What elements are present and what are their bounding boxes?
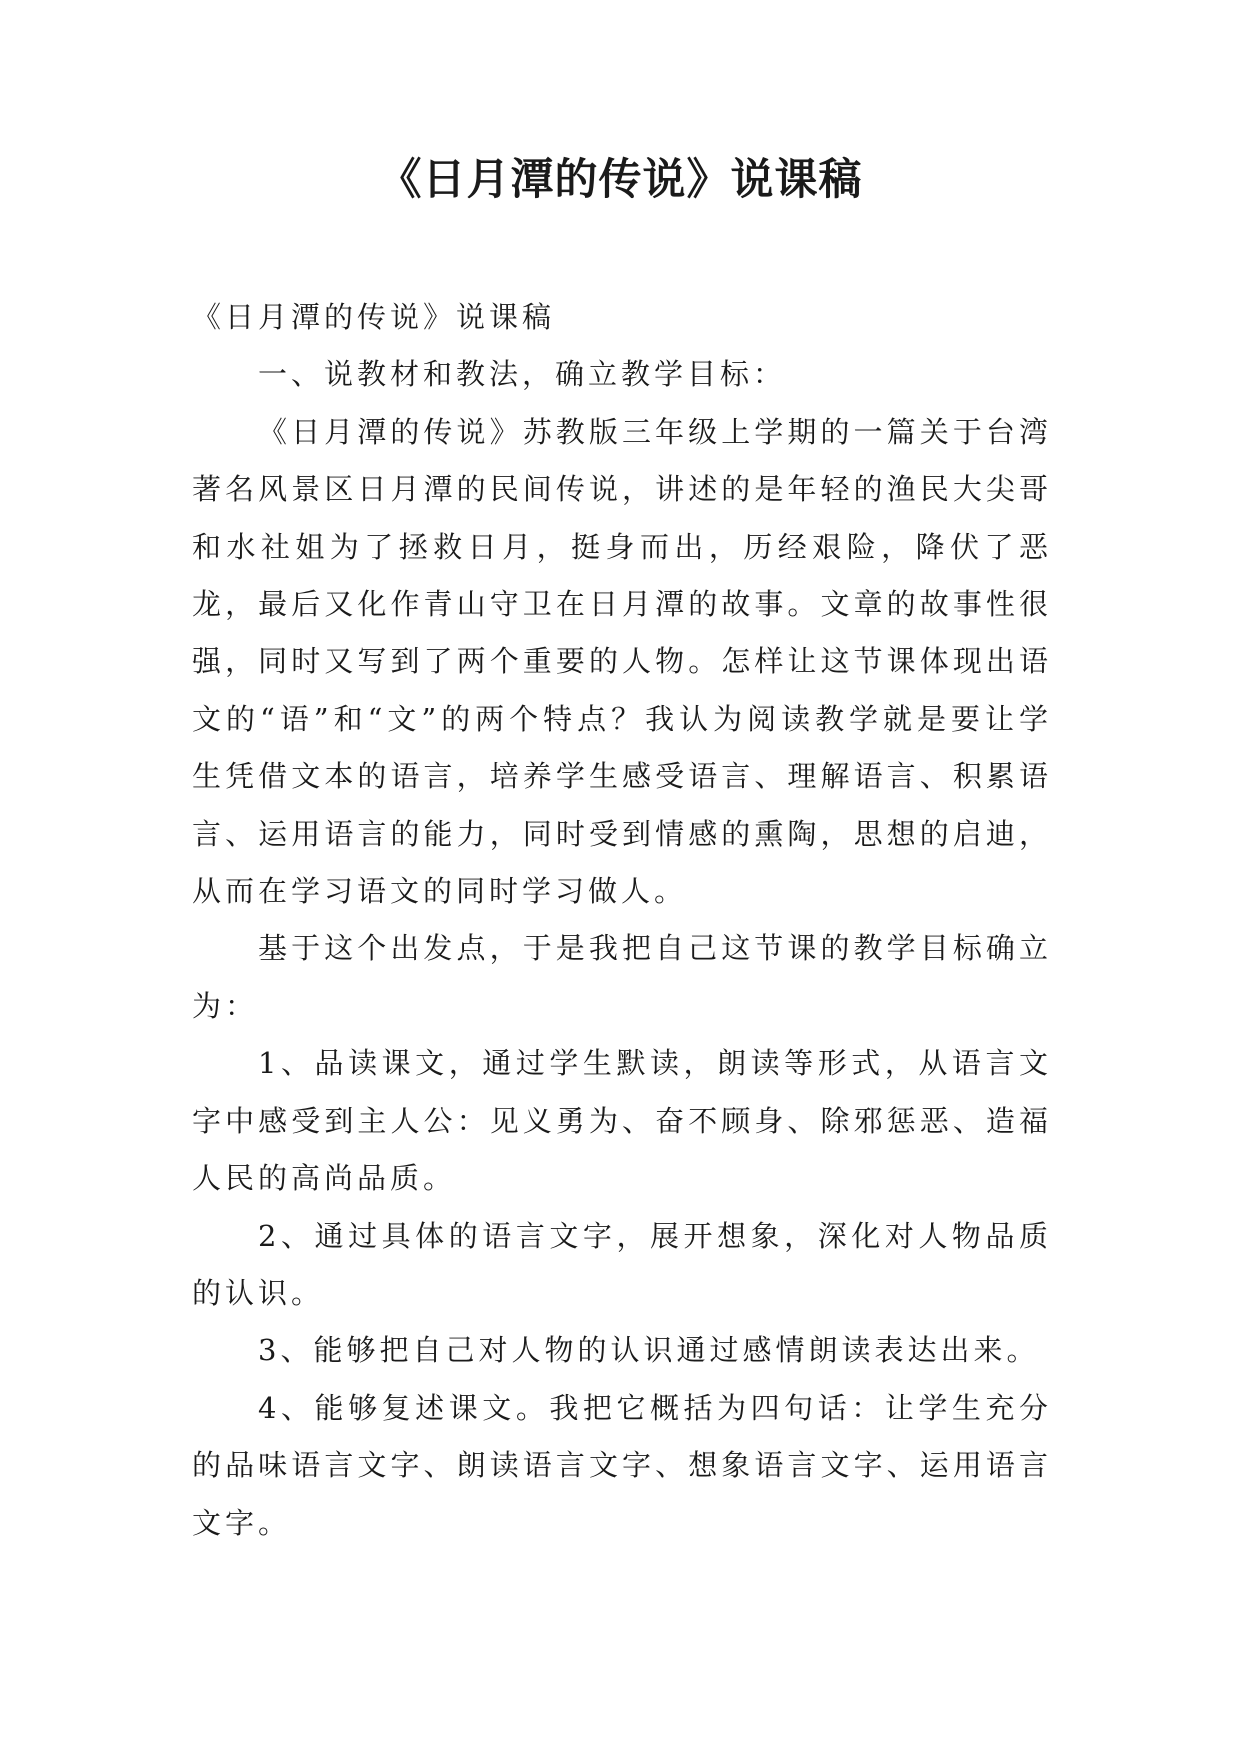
section-heading: 一、说教材和教法，确立教学目标： (258, 357, 787, 392)
page-title: 《日月潭的传说》说课稿 (378, 155, 863, 205)
goals-lead-paragraph: 基于这个出发点，于是我把自己这节课的教学目标确立为： (192, 931, 1052, 1023)
goal-item-2: 2、通过具体的语言文字，展开想象，深化对人物品质的认识。 (192, 1218, 1052, 1310)
document-subtitle: 《日月潭的传说》说课稿 (192, 300, 556, 334)
intro-paragraph: 《日月潭的传说》苏教版三年级上学期的一篇关于台湾著名风景区日月潭的民间传说，讲述的是年轻的渔民大尖哥和水社姐为了拯救日月，挺身而出，历经艰险，降伏了恶龙，最后又化作青山守卫在日月潭的故事。文章的故事性很强，同时又写到了两个重要的人物。怎样让这节课体现出语文的“语”和“文”的两个特点？我认为阅读教学就是要让学生凭借文本的语言，培养学生感受语言、理解语言、积累语言、运用语言的能力，同时受到情感的熏陶，思想的启迪，从而在学习语文的同时学习做人。 (192, 414, 1052, 909)
goal-item-3: 3、能够把自己对人物的认识通过感情朗读表达出来。 (258, 1333, 1040, 1368)
goal-item-4: 4、能够复述课文。我把它概括为四句话：让学生充分的品味语言文字、朗读语言文字、想象语言文字、运用语言文字。 (192, 1390, 1052, 1540)
document-body (192, 289, 1052, 1552)
goal-item-1: 1、品读课文，通过学生默读，朗读等形式，从语言文字中感受到主人公：见义勇为、奋不顾身、除邪惩恶、造福人民的高尚品质。 (192, 1046, 1052, 1196)
